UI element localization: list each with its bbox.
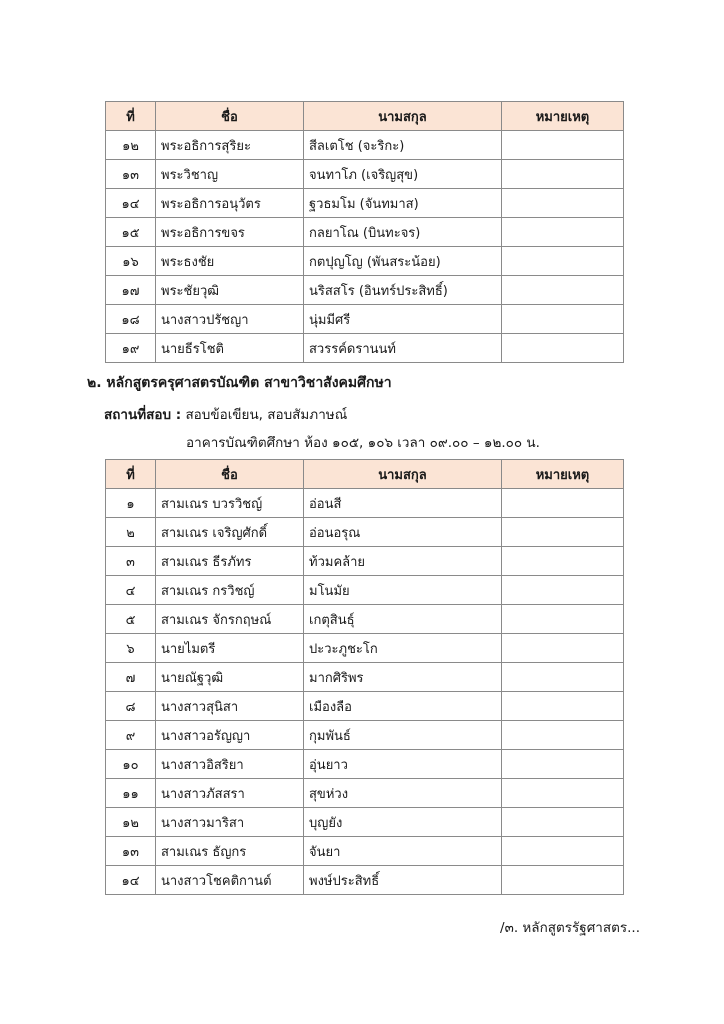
table-row (106, 276, 624, 305)
cell-name: นายธีรโชติ (156, 334, 304, 363)
cell-no: ๕ (106, 605, 156, 634)
cell-surname: จันยา (304, 837, 502, 866)
cell-no: ๑๙ (106, 334, 156, 363)
column-header-remark: หมายเหตุ (502, 460, 624, 489)
cell-no: ๑ (106, 489, 156, 518)
cell-remark (502, 489, 624, 518)
table-header-row (106, 460, 624, 489)
cell-name: นางสาวอรัญญา (156, 721, 304, 750)
cell-remark (502, 721, 624, 750)
cell-name: นางสาวสุนิสา (156, 692, 304, 721)
venue-label: สถานที่สอบ : (104, 407, 182, 423)
cell-name: สามเณร ธีรภัทร (156, 547, 304, 576)
cell-surname: กลยาโณ (บินทะจร) (304, 218, 502, 247)
cell-name: พระธงชัย (156, 247, 304, 276)
cell-name: นางสาวมาริสา (156, 808, 304, 837)
column-header-no: ที่ (106, 102, 156, 131)
cell-no: ๑๓ (106, 837, 156, 866)
cell-surname: ปะวะภูชะโก (304, 634, 502, 663)
cell-name: นางสาวอิสริยา (156, 750, 304, 779)
cell-surname: สีลเตโช (จะริกะ) (304, 131, 502, 160)
cell-no: ๘ (106, 692, 156, 721)
cell-remark (502, 131, 624, 160)
cell-remark (502, 305, 624, 334)
cell-no: ๑๔ (106, 189, 156, 218)
table-row (106, 837, 624, 866)
cell-surname: อ่อนสี (304, 489, 502, 518)
candidate-table-1 (105, 101, 624, 363)
cell-surname: กตปุญโญ (พันสระน้อย) (304, 247, 502, 276)
cell-surname: อุ่นยาว (304, 750, 502, 779)
column-header-no: ที่ (106, 460, 156, 489)
table-row (106, 247, 624, 276)
section-2-title: ๒. หลักสูตรครุศาสตรบัณฑิต สาขาวิชาสังคมศึกษา (87, 375, 392, 391)
cell-name: นางสาวปรัชญา (156, 305, 304, 334)
cell-remark (502, 866, 624, 895)
cell-no: ๑๕ (106, 218, 156, 247)
table-row (106, 692, 624, 721)
table-row (106, 808, 624, 837)
table-row (106, 189, 624, 218)
cell-surname: มโนมัย (304, 576, 502, 605)
cell-name: นางสาวภัสสรา (156, 779, 304, 808)
cell-no: ๑๘ (106, 305, 156, 334)
cell-remark (502, 750, 624, 779)
cell-surname: นริสสโร (อินทร์ประสิทธิ์) (304, 276, 502, 305)
cell-remark (502, 605, 624, 634)
cell-no: ๙ (106, 721, 156, 750)
cell-no: ๓ (106, 547, 156, 576)
table-row (106, 218, 624, 247)
table-row (106, 518, 624, 547)
cell-surname: กุมพันธ์ (304, 721, 502, 750)
cell-remark (502, 576, 624, 605)
cell-surname: สุขห่วง (304, 779, 502, 808)
cell-remark (502, 692, 624, 721)
cell-no: ๔ (106, 576, 156, 605)
table-row (106, 605, 624, 634)
table-row (106, 131, 624, 160)
cell-name: พระวิชาญ (156, 160, 304, 189)
cell-remark (502, 218, 624, 247)
table-row (106, 576, 624, 605)
cell-surname: สวรรค์ดรานนท์ (304, 334, 502, 363)
cell-no: ๖ (106, 634, 156, 663)
cell-name: สามเณร ธัญกร (156, 837, 304, 866)
column-header-surname: นามสกุล (304, 102, 502, 131)
table-row (106, 750, 624, 779)
cell-no: ๑๓ (106, 160, 156, 189)
cell-surname: เกตุสินธุ์ (304, 605, 502, 634)
cell-remark (502, 160, 624, 189)
cell-surname: เมืองลือ (304, 692, 502, 721)
cell-surname: ฐวธมโม (จันทมาส) (304, 189, 502, 218)
table-row (106, 663, 624, 692)
cell-surname: จนทาโภ (เจริญสุข) (304, 160, 502, 189)
cell-name: สามเณร กรวิชญ์ (156, 576, 304, 605)
cell-remark (502, 189, 624, 218)
cell-name: นายณัฐวุฒิ (156, 663, 304, 692)
cell-surname: บุญยัง (304, 808, 502, 837)
exam-room-time: อาคารบัณฑิตศึกษา ห้อง ๑๐๕, ๑๐๖ เวลา ๐๙.๐๐ – ๑๒.๐๐ น. (186, 435, 540, 451)
table-row (106, 489, 624, 518)
cell-no: ๑๖ (106, 247, 156, 276)
cell-no: ๒ (106, 518, 156, 547)
cell-no: ๑๐ (106, 750, 156, 779)
table-row (106, 866, 624, 895)
table-header-row (106, 102, 624, 131)
column-header-surname: นามสกุล (304, 460, 502, 489)
table-row (106, 779, 624, 808)
table-row (106, 721, 624, 750)
cell-surname: มากศิริพร (304, 663, 502, 692)
cell-remark (502, 334, 624, 363)
cell-remark (502, 837, 624, 866)
continuation-note: /๓. หลักสูตรรัฐศาสตร... (500, 920, 640, 936)
cell-remark (502, 663, 624, 692)
table-row (106, 334, 624, 363)
cell-no: ๗ (106, 663, 156, 692)
table-row (106, 547, 624, 576)
cell-no: ๑๑ (106, 779, 156, 808)
cell-name: สามเณร เจริญศักดิ์ (156, 518, 304, 547)
cell-remark (502, 547, 624, 576)
table-row (106, 305, 624, 334)
column-header-name: ชื่อ (156, 102, 304, 131)
column-header-name: ชื่อ (156, 460, 304, 489)
cell-remark (502, 276, 624, 305)
cell-surname: ท้วมคล้าย (304, 547, 502, 576)
cell-remark (502, 808, 624, 837)
cell-surname: พงษ์ประสิทธิ์ (304, 866, 502, 895)
cell-no: ๑๒ (106, 131, 156, 160)
cell-no: ๑๗ (106, 276, 156, 305)
cell-name: พระชัยวุฒิ (156, 276, 304, 305)
table-row (106, 634, 624, 663)
cell-name: พระอธิการสุริยะ (156, 131, 304, 160)
cell-name: พระอธิการขจร (156, 218, 304, 247)
cell-no: ๑๔ (106, 866, 156, 895)
cell-name: นางสาวโชคติกานต์ (156, 866, 304, 895)
cell-name: สามเณร จักรกฤษณ์ (156, 605, 304, 634)
exam-venue-line (104, 403, 347, 425)
cell-name: พระอธิการอนุวัตร (156, 189, 304, 218)
column-header-remark: หมายเหตุ (502, 102, 624, 131)
cell-remark (502, 634, 624, 663)
table-row (106, 160, 624, 189)
cell-surname: อ่อนอรุณ (304, 518, 502, 547)
venue-value: สอบข้อเขียน, สอบสัมภาษณ์ (185, 407, 348, 423)
cell-surname: นุ่มมีศรี (304, 305, 502, 334)
cell-name: นายไมตรี (156, 634, 304, 663)
candidate-table-2 (105, 459, 624, 895)
cell-remark (502, 518, 624, 547)
cell-no: ๑๒ (106, 808, 156, 837)
cell-name: สามเณร บวรวิชญ์ (156, 489, 304, 518)
cell-remark (502, 779, 624, 808)
cell-remark (502, 247, 624, 276)
